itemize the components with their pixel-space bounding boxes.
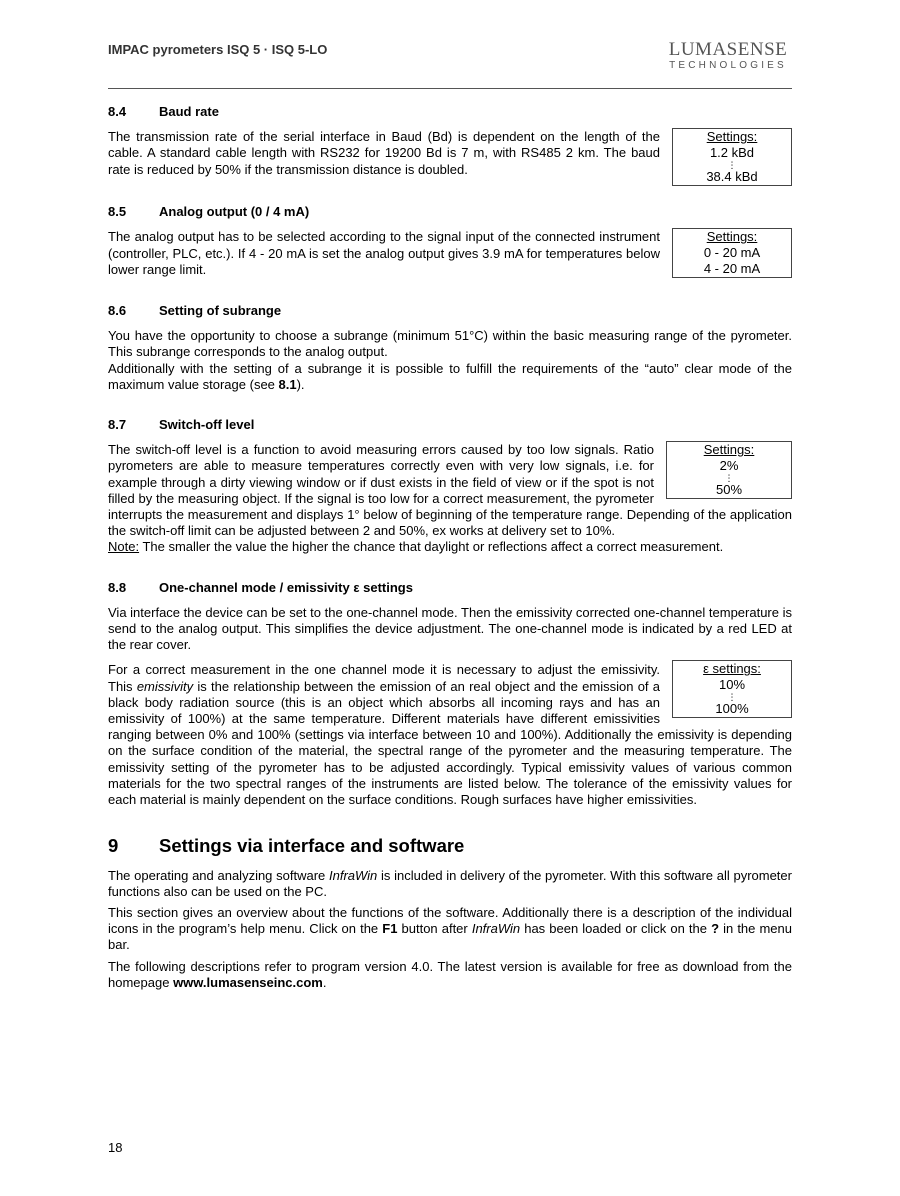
paragraph: The transmission rate of the serial interface in Baud (Bd) is dependent on the length of the cable. A standard cable length with RS232 for 19200 Bd is 7 m, with RS485 2 km. The baud rate is reduced by 50% if the transmission distance is doubled. — [108, 129, 660, 177]
paragraph: This section gives an overview about the functions of the software. Additionally there is a description of the individual icons in the program’s help menu. Click on the F1 button after InfraWin has been loaded or click on the ? in the menu bar. — [108, 904, 792, 953]
document-header-title: IMPAC pyrometers ISQ 5 · ISQ 5-LO — [108, 42, 328, 57]
lumasense-logo — [658, 40, 798, 72]
settings-value-min: 10% — [718, 677, 746, 693]
settings-value-max: 100% — [715, 701, 749, 717]
emphasis: emissivity — [136, 678, 194, 694]
note: Note: The smaller the value the higher the chance that daylight or reflections affect a correct measurement. — [108, 539, 724, 555]
header-divider — [108, 88, 792, 89]
homepage-link[interactable]: www.lumasenseinc.com — [173, 974, 323, 990]
settings-caption: Settings: — [706, 229, 758, 245]
logo-name: LUMASENSE — [668, 39, 788, 60]
help-question-mark: ? — [711, 921, 720, 937]
chapter-title: Settings via interface and software — [159, 835, 465, 857]
settings-caption: ε settings: — [703, 661, 761, 677]
settings-caption: Settings: — [703, 442, 755, 458]
section-heading — [108, 104, 792, 120]
section-8-4 — [108, 104, 792, 186]
section-number: 8.8 — [108, 579, 127, 595]
chapter-heading — [108, 835, 792, 857]
settings-value-min: 2% — [719, 458, 739, 474]
paragraph: The following descriptions refer to program version 4.0. The latest version is available for free as download from the homepage www.lumasenseinc.com. — [108, 958, 792, 990]
page-number: 18 — [108, 1140, 123, 1155]
section-8-5 — [108, 204, 792, 283]
section-title: Switch-off level — [159, 417, 255, 433]
paragraph: Additionally with the setting of a subrange it is possible to fulfill the requirements of the “auto” clear mode of the maximum value storage (see 8.1). — [108, 360, 792, 392]
settings-caption: Settings: — [706, 129, 758, 145]
software-name: InfraWin — [471, 921, 521, 937]
paragraph: You have the opportunity to choose a subrange (minimum 51°C) within the basic measuring range of the pyrometer. This subrange corresponds to the analog output. — [108, 328, 792, 360]
section-8-8 — [108, 580, 792, 809]
paragraph: The operating and analyzing software InfraWin is included in delivery of the pyrometer. With this software all pyrometer functions also can be used on the PC. — [108, 867, 792, 899]
cross-reference: 8.1 — [278, 376, 297, 392]
page-content — [108, 104, 792, 996]
settings-value-2: 4 - 20 mA — [703, 261, 761, 277]
key-f1: F1 — [382, 921, 398, 937]
settings-value-min: 1.2 kBd — [709, 145, 755, 161]
section-title: Setting of subrange — [159, 303, 282, 319]
section-number: 8.6 — [108, 303, 127, 319]
vertical-ellipsis-icon: ⋮ — [724, 473, 734, 484]
paragraph: The switch-off level is a function to avoid measuring errors caused by too low signals. Ratio pyrometers are able to measure temperatures correctly even with very low signals, i.e. for example through a dirty viewing window or if dust exists in the field of view or if the spot is not filled by the measuring object. If the signal is too low for a correct measurement, the pyrometer interrupts the measurement and displays 1° below of beginning of the temperature range. Depending of the application the switch-off limit can be adjusted between 2 and 50%, ex works at delivery set to 10%. — [108, 442, 792, 539]
settings-value-max: 50% — [715, 482, 743, 498]
section-number: 8.4 — [108, 104, 127, 119]
vertical-ellipsis-icon: ⋮ — [727, 160, 737, 171]
software-name: InfraWin — [329, 867, 378, 883]
section-number: 8.5 — [108, 204, 127, 220]
paragraph: Via interface the device can be set to the one-channel mode. Then the emissivity corrected one-channel temperature is send to the analog output. This simplifies the device adjustment. The one-channel mode is indicated by a red LED at the rear cover. — [108, 604, 792, 653]
settings-value-1: 0 - 20 mA — [703, 245, 761, 261]
settings-box-analog — [672, 228, 792, 278]
settings-value-max: 38.4 kBd — [706, 169, 758, 185]
section-heading — [108, 417, 792, 433]
section-heading — [108, 303, 792, 319]
section-heading — [108, 580, 792, 596]
section-title: One-channel mode / emissivity ε settings — [159, 579, 413, 595]
paragraph: The analog output has to be selected according to the signal input of the connected instrument (controller, PLC, etc.). If 4 - 20 mA is set the analog output gives 3.9 mA for temperatures below lower range limit. — [108, 229, 660, 277]
paragraph: For a correct measurement in the one channel mode it is necessary to adjust the emissivity. This emissivity is the relationship between the emission of an real object and the emission of a black body radiation source (this is an object which absorbs all incoming rays and has an emissivity of 100%) at the same temperature. Different materials have different emissivities ranging between 0% and 100% (settings via interface between 10 and 100%). Additionally the emissivity is depending on the surface condition of the material, the spectral range of the pyrometer and the measuring temperature. The emissivity setting of the pyrometer has to be adjusted accordingly. Typical emissivity values of various common materials for the two spectral ranges of the instruments are listed below. The tolerance of the emissivity values for each material is mainly dependent on the surface conditions. Rough surfaces have higher emissivities. — [108, 662, 792, 808]
section-8-6 — [108, 303, 792, 393]
section-8-7 — [108, 417, 792, 556]
section-number: 8.7 — [108, 417, 127, 433]
vertical-ellipsis-icon: ⋮ — [727, 692, 737, 703]
chapter-number: 9 — [108, 835, 119, 857]
settings-box-switch-off — [666, 441, 792, 499]
settings-box-baud — [672, 128, 792, 186]
section-title: Baud rate — [159, 104, 219, 119]
note-label: Note: — [108, 539, 140, 555]
section-heading — [108, 204, 792, 220]
chapter-9 — [108, 835, 792, 991]
section-title: Analog output (0 / 4 mA) — [159, 204, 310, 220]
settings-box-emissivity — [672, 660, 792, 718]
logo-subtitle: TECHNOLOGIES — [669, 60, 787, 71]
